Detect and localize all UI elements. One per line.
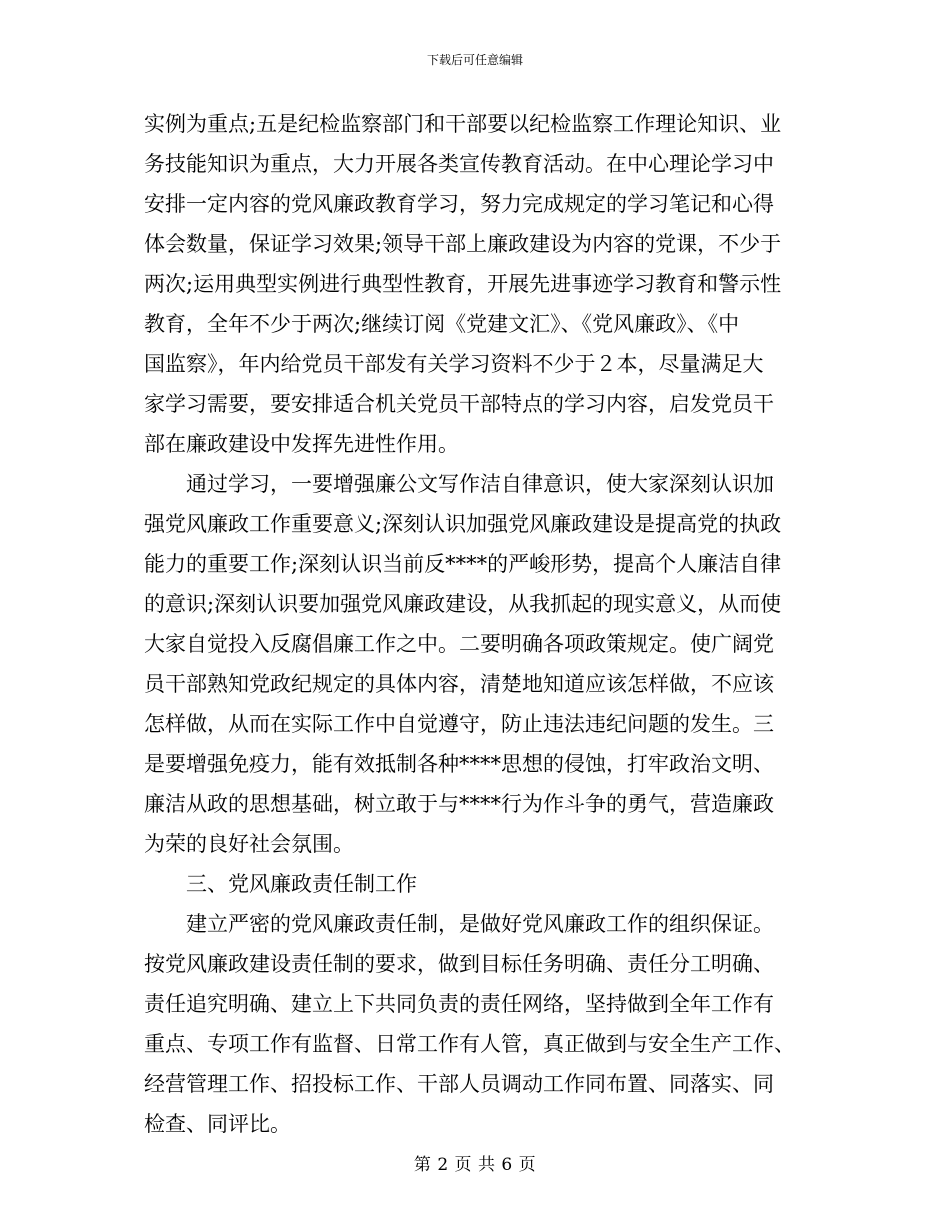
- text-line: 廉洁从政的思想基础，树立敢于与****行为作斗争的勇气，营造廉政: [144, 792, 774, 816]
- footer-current-page: 2: [437, 1155, 449, 1175]
- text-line: 重点、专项工作有监督、日常工作有人管，真正做到与安全生产工作、: [144, 1032, 795, 1056]
- text-line: 是要增强免疫力，能有效抵制各种****思想的侵蚀，打牢政治文明、: [144, 752, 774, 776]
- footer-prefix: 第: [413, 1155, 432, 1175]
- text-line: 建立严密的党风廉政责任制，是做好党风廉政工作的组织保证。: [144, 912, 774, 936]
- text-line: 强党风廉政工作重要意义;深刻认识加强党风廉政建设是提高党的执政: [144, 512, 782, 536]
- text-line: 家学习需要，要安排适合机关党员干部特点的学习内容，启发党员干: [144, 392, 774, 416]
- text-line: 大家自觉投入反腐倡廉工作之中。二要明确各项政策规定。使广阔党: [144, 632, 774, 656]
- text-line: 两次;运用典型实例进行典型性教育，开展先进事迹学习教育和警示性: [144, 272, 782, 296]
- text-line: 实例为重点;五是纪检监察部门和干部要以纪检监察工作理论知识、业: [144, 112, 782, 136]
- document-body: [144, 104, 816, 1144]
- text-line: 教育，全年不少于两次;继续订阅《党建文汇》、《党风廉政》、《中: [144, 312, 740, 336]
- page-header: 下载后可任意编辑: [426, 53, 523, 67]
- text-line: 员干部熟知党政纪规定的具体内容，清楚地知道应该怎样做，不应该: [144, 672, 774, 696]
- text-line: 安排一定内容的党风廉政教育学习，努力完成规定的学习笔记和心得: [144, 192, 774, 216]
- footer-total-pages: 6: [501, 1155, 513, 1175]
- text-line: 能力的重要工作;深刻认识当前反****的严峻形势，提高个人廉洁自律: [144, 552, 782, 576]
- text-line: 责任追究明确、建立上下共同负责的责任网络，坚持做到全年工作有: [144, 992, 774, 1016]
- text-line: 经营管理工作、招投标工作、干部人员调动工作同布置、同落实、同: [144, 1072, 774, 1096]
- footer-middle: 页 共: [454, 1155, 496, 1175]
- text-line: 国监察》，年内给党员干部发有关学习资料不少于２本，尽量满足大: [144, 352, 764, 376]
- section-heading: 三、党风廉政责任制工作: [144, 872, 417, 896]
- text-line: 的意识;深刻认识要加强党风廉政建设，从我抓起的现实意义，从而使: [144, 592, 782, 616]
- text-line: 怎样做，从而在实际工作中自觉遵守，防止违法违纪问题的发生。三: [144, 712, 774, 736]
- text-line: 务技能知识为重点，大力开展各类宣传教育活动。在中心理论学习中: [144, 152, 774, 176]
- text-line: 通过学习，一要增强廉公文写作洁自律意识，使大家深刻认识加: [144, 472, 774, 496]
- page-footer: [0, 1154, 950, 1176]
- text-line: 为荣的良好社会氛围。: [144, 832, 354, 856]
- footer-suffix: 页: [518, 1155, 537, 1175]
- text-line: 体会数量，保证学习效果;领导干部上廉政建设为内容的党课，不少于: [144, 232, 782, 256]
- text-line: 按党风廉政建设责任制的要求，做到目标任务明确、责任分工明确、: [144, 952, 774, 976]
- text-line: 检查、同评比。: [144, 1112, 291, 1136]
- text-line: 部在廉政建设中发挥先进性作用。: [144, 432, 459, 456]
